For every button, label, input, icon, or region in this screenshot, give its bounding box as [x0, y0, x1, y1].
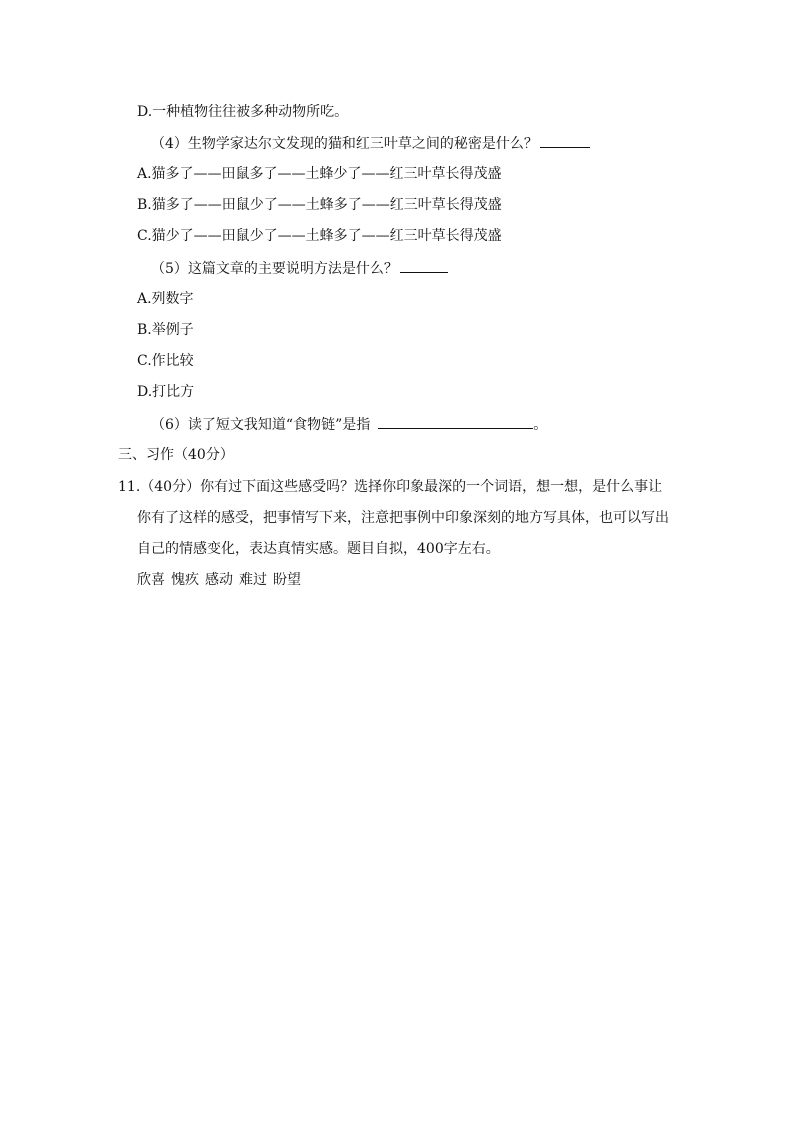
feeling-words: [137, 570, 307, 590]
question-6-text: （6）读了短文我知道“食物链”是指: [151, 417, 371, 433]
option-5b: B.举例子: [137, 322, 194, 338]
question-4: [151, 133, 590, 153]
question-5: [151, 258, 448, 278]
feeling-word: 难过: [239, 572, 267, 588]
question-6: [151, 414, 547, 434]
question-11-line3: 自己的情感变化，表达真情实感。题目自拟，400字左右。: [137, 541, 500, 557]
feeling-word: 愧疚: [171, 572, 199, 588]
option-4c: C.猫少了——田鼠少了——土蜂多了——红三叶草长得茂盛: [137, 228, 502, 244]
answer-blank-6[interactable]: [378, 414, 533, 429]
question-11-line2: 你有了这样的感受，把事情写下来，注意把事例中印象深刻的地方写具体，也可以写出: [137, 510, 669, 526]
option-5d: D.打比方: [137, 384, 195, 400]
section-3-title: 三、习作（40分）: [118, 447, 234, 463]
option-4a: A.猫多了——田鼠多了——土蜂少了——红三叶草长得茂盛: [137, 166, 502, 182]
question-5-text: （5）这篇文章的主要说明方法是什么？: [151, 261, 398, 277]
feeling-word: 欣喜: [137, 572, 165, 588]
answer-blank-5[interactable]: [400, 258, 448, 273]
option-5c: C.作比较: [137, 353, 194, 369]
question-11-line1: 11.（40分）你有过下面这些感受吗？选择你印象最深的一个词语，想一想，是什么事让: [118, 479, 663, 495]
option-5a: A.列数字: [137, 291, 194, 307]
answer-blank-4[interactable]: [540, 133, 590, 148]
option-4b: B.猫多了——田鼠少了——土蜂多了——红三叶草长得茂盛: [137, 197, 502, 213]
question-4-text: （4）生物学家达尔文发现的猫和红三叶草之间的秘密是什么？: [151, 136, 538, 152]
feeling-word: 盼望: [273, 572, 301, 588]
option-d-prev: D.一种植物往往被多种动物所吃。: [137, 104, 349, 120]
question-6-end: 。: [533, 417, 548, 433]
feeling-word: 感动: [205, 572, 233, 588]
